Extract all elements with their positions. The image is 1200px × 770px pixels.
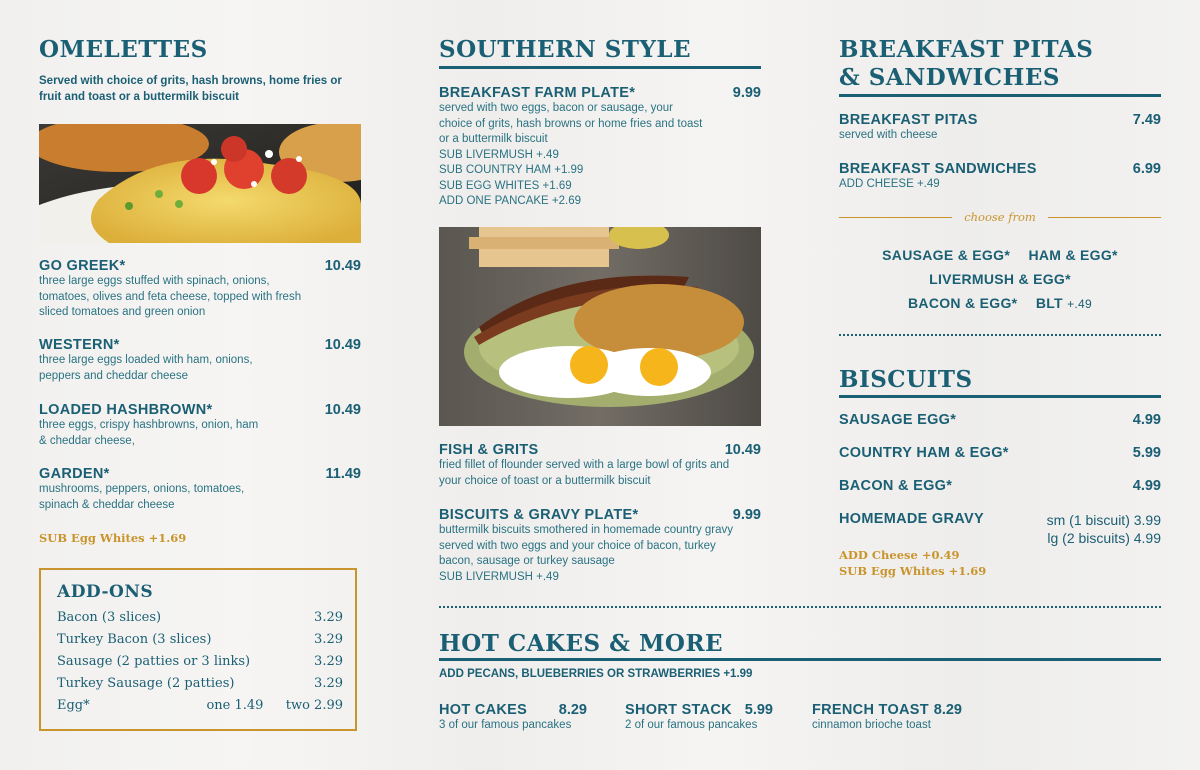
- item-description: ADD CHEESE +.49: [839, 178, 940, 190]
- omelette-photo: [39, 124, 361, 243]
- menu-item: [839, 478, 1161, 494]
- item-description: 2 of our famous pancakes: [625, 719, 758, 731]
- sub-egg-whites-note: SUB Egg Whites +1.69: [839, 564, 987, 578]
- hotcakes-heading: HOT CAKES & MORE: [439, 630, 724, 657]
- item-description: three large eggs stuffed with spinach, onions, tomatoes, olives and feta cheese, topped with fresh sliced tomatoes and green onion: [39, 275, 302, 318]
- choice-blt: BLT: [1035, 295, 1063, 311]
- choice-sausage-egg: SAUSAGE & EGG*: [882, 247, 1011, 263]
- item-description: fried fillet of flounder served with a large bowl of grits and your choice of toast or a buttermilk biscuit: [439, 459, 730, 487]
- item-price: 11.49: [325, 466, 361, 482]
- sandwich-choices: [839, 243, 1161, 316]
- addons-list: [57, 610, 343, 720]
- item-name: GO GREEK*: [39, 258, 126, 274]
- menu-item: [839, 412, 1161, 428]
- heading-rule: [839, 395, 1161, 398]
- dotted-divider: [839, 334, 1161, 336]
- menu-item: [439, 702, 587, 734]
- item-name: COUNTRY HAM & EGG*: [839, 445, 1009, 461]
- menu-item: [839, 445, 1161, 461]
- addons-heading: ADD-ONS: [57, 582, 154, 602]
- addon-price: 3.29: [314, 676, 343, 691]
- item-name: BREAKFAST PITAS: [839, 112, 978, 128]
- pitas-heading-line2: & SANDWICHES: [839, 64, 1060, 91]
- menu-item: [39, 337, 361, 384]
- item-price: 5.99: [744, 702, 773, 718]
- menu-item: [839, 511, 1161, 547]
- egg-one-price: one 1.49: [206, 698, 264, 713]
- heading-rule: [839, 94, 1161, 97]
- list-item: [57, 610, 343, 632]
- divider-line: [1048, 217, 1161, 218]
- item-description: served with two eggs, bacon or sausage, your choice of grits, hash browns or home fries and toast or a buttermilk biscuit: [439, 102, 703, 145]
- dotted-divider: [439, 606, 1161, 608]
- addon-price: 3.29: [314, 610, 343, 625]
- farm-plate-photo: [439, 227, 761, 426]
- biscuit-notes: [839, 547, 986, 579]
- addons-box: [39, 568, 357, 731]
- item-price: 10.49: [324, 258, 361, 274]
- addon-name: Egg*: [57, 698, 90, 713]
- item-price: 10.49: [324, 337, 361, 353]
- hotcakes-add-note: ADD PECANS, BLUEBERRIES OR STRAWBERRIES +1.99: [439, 668, 753, 680]
- item-price: 4.99: [1132, 412, 1161, 428]
- choose-from-divider: [839, 210, 1161, 224]
- gravy-small-price: sm (1 biscuit) 3.99: [1046, 512, 1161, 528]
- item-description: three eggs, crispy hashbrowns, onion, ham & cheddar cheese,: [39, 419, 259, 447]
- choice-ham-egg: HAM & EGG*: [1028, 247, 1118, 263]
- item-name: BREAKFAST SANDWICHES: [839, 161, 1037, 177]
- menu-item: [439, 85, 761, 210]
- sub-option: ADD ONE PANCAKE +2.69: [439, 195, 581, 207]
- sub-option: SUB LIVERMUSH +.49: [439, 570, 559, 583]
- gravy-large-price: lg (2 biscuits) 4.99: [1047, 530, 1161, 546]
- item-description: buttermilk biscuits smothered in homemade country gravy served with two eggs and your choice of bacon, turkey bacon, sausage or turkey sausage: [439, 524, 734, 567]
- item-price: 4.99: [1132, 478, 1161, 494]
- item-description: cinnamon brioche toast: [812, 719, 931, 731]
- list-item: [57, 676, 343, 698]
- item-price: 9.99: [732, 85, 761, 101]
- menu-item: [839, 112, 1161, 144]
- menu-item: [39, 466, 361, 513]
- item-description: mushrooms, peppers, onions, tomatoes, spinach & cheddar cheese: [39, 483, 245, 511]
- menu-item: [625, 702, 773, 734]
- sub-egg-whites-note: SUB Egg Whites +1.69: [39, 531, 187, 545]
- sub-option: SUB EGG WHITES +1.69: [439, 179, 572, 192]
- choose-from-label: choose from: [964, 210, 1036, 224]
- omelettes-heading: OMELETTES: [39, 36, 208, 63]
- item-name: HOT CAKES: [439, 702, 528, 718]
- item-name: GARDEN*: [39, 466, 110, 482]
- add-cheese-note: ADD Cheese +0.49: [839, 548, 960, 562]
- item-price: 8.29: [558, 702, 587, 718]
- item-name: BACON & EGG*: [839, 478, 953, 494]
- item-name: BREAKFAST FARM PLATE*: [439, 85, 636, 101]
- menu-item: [39, 402, 361, 449]
- menu-item: [839, 161, 1161, 193]
- pitas-heading: [839, 36, 1093, 92]
- item-name: WESTERN*: [39, 337, 120, 353]
- addon-name: Bacon (3 slices): [57, 610, 162, 625]
- menu-item: [439, 507, 761, 585]
- addon-name: Sausage (2 patties or 3 links): [57, 654, 251, 669]
- addon-name: Turkey Sausage (2 patties): [57, 676, 235, 691]
- item-name: LOADED HASHBROWN*: [39, 402, 213, 418]
- choice-livermush-egg: LIVERMUSH & EGG*: [929, 271, 1071, 287]
- menu-item: [39, 258, 361, 321]
- item-price: 9.99: [732, 507, 761, 523]
- item-price: 8.29: [933, 702, 962, 718]
- omelettes-intro: Served with choice of grits, hash browns, home fries or fruit and toast or a buttermilk biscuit: [39, 75, 342, 103]
- addon-name: Turkey Bacon (3 slices): [57, 632, 212, 647]
- choice-bacon-egg: BACON & EGG*: [908, 295, 1018, 311]
- item-name: FISH & GRITS: [439, 442, 539, 458]
- addon-price: 3.29: [314, 632, 343, 647]
- heading-rule: [439, 658, 1161, 661]
- item-price: 10.49: [724, 442, 761, 458]
- heading-rule: [439, 66, 761, 69]
- egg-two-price: two 2.99: [285, 698, 343, 713]
- item-name: FRENCH TOAST: [812, 702, 929, 718]
- pitas-heading-line1: BREAKFAST PITAS: [839, 36, 1094, 63]
- addon-price: 3.29: [314, 654, 343, 669]
- item-price: 10.49: [324, 402, 361, 418]
- menu-item: [812, 702, 962, 734]
- list-item: [57, 632, 343, 654]
- item-name: BISCUITS & GRAVY PLATE*: [439, 507, 639, 523]
- item-name: HOMEMADE GRAVY: [839, 511, 984, 527]
- item-description: three large eggs loaded with ham, onions, peppers and cheddar cheese: [39, 354, 253, 382]
- item-price: 5.99: [1132, 445, 1161, 461]
- biscuits-heading: BISCUITS: [839, 366, 973, 393]
- item-description: 3 of our famous pancakes: [439, 719, 572, 731]
- item-price: 6.99: [1132, 161, 1161, 177]
- divider-line: [839, 217, 952, 218]
- menu-item: [439, 442, 761, 489]
- item-description: served with cheese: [839, 129, 938, 141]
- southern-heading: SOUTHERN STYLE: [439, 36, 692, 63]
- list-item: [57, 654, 343, 676]
- item-name: SHORT STACK: [625, 702, 732, 718]
- sub-option: SUB LIVERMUSH +.49: [439, 148, 559, 161]
- list-item: [57, 698, 343, 720]
- item-name: SAUSAGE EGG*: [839, 412, 957, 428]
- choice-blt-price: +.49: [1067, 297, 1092, 311]
- sub-option: SUB COUNTRY HAM +1.99: [439, 164, 584, 176]
- item-price: 7.49: [1132, 112, 1161, 128]
